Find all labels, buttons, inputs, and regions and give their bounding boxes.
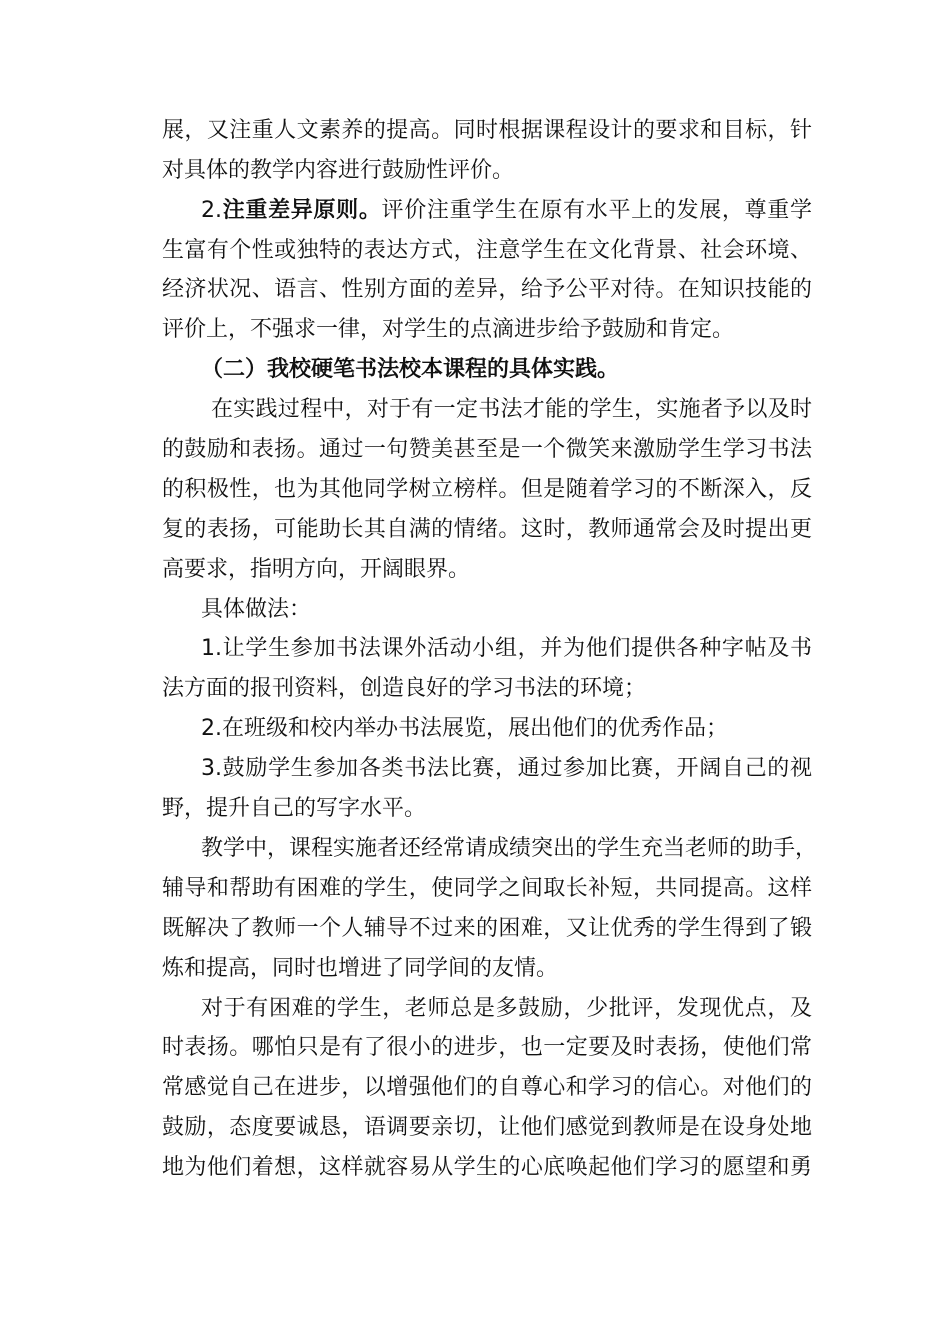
section-heading: （二）我校硬笔书法校本课程的具体实践。 <box>201 357 620 382</box>
principle-2-line <box>201 191 812 231</box>
paragraph-line: 教学中，课程实施者还经常请成绩突出的学生充当老师的助手， <box>201 836 818 861</box>
list-item-1-cont: 法方面的报刊资料，创造良好的学习书法的环境； <box>162 676 647 701</box>
paragraph-line: 对于有困难的学生，老师总是多鼓励，少批评，发现优点，及 <box>201 996 812 1021</box>
list-item-3: 3.鼓励学生参加各类书法比赛，通过参加比赛，开阔自己的视 <box>201 756 812 781</box>
paragraph-line: 复的表扬，可能助长其自满的情绪。这时，教师通常会及时提出更 <box>162 517 812 542</box>
principle-2-title: 注重差异原则。 <box>222 198 382 223</box>
paragraph-line: 评价上，不强求一律，对学生的点滴进步给予鼓励和肯定。 <box>162 317 735 342</box>
paragraph-line: 对具体的教学内容进行鼓励性评价。 <box>162 158 515 183</box>
paragraph-line: 辅导和帮助有困难的学生，使同学之间取长补短，共同提高。这样 <box>162 876 812 901</box>
paragraph-line: 常感觉自己在进步，以增强他们的自尊心和学习的信心。对他们的 <box>162 1075 812 1100</box>
paragraph-line: 的积极性，也为其他同学树立榜样。但是随着学习的不断深入，反 <box>162 477 812 502</box>
paragraph-line: 地为他们着想，这样就容易从学生的心底唤起他们学习的愿望和勇 <box>162 1155 812 1180</box>
paragraph-line: 在实践过程中，对于有一定书法才能的学生，实施者予以及时 <box>211 397 812 422</box>
paragraph-line: 鼓励，态度要诚恳，语调要亲切，让他们感觉到教师是在设身处地 <box>162 1115 812 1140</box>
list-item-2: 2.在班级和校内举办书法展览，展出他们的优秀作品； <box>201 716 728 741</box>
paragraph-line: 既解决了教师一个人辅导不过来的困难，又让优秀的学生得到了锻 <box>162 916 812 941</box>
list-item-3-cont: 野，提升自己的写字水平。 <box>162 796 427 821</box>
paragraph-line: 的鼓励和表扬。通过一句赞美甚至是一个微笑来激励学生学习书法 <box>162 437 812 462</box>
principle-2-text: 评价注重学生在原有水平上的发展，尊重学 <box>381 198 812 223</box>
paragraph-line: 炼和提高，同时也增进了同学间的友情。 <box>162 956 559 981</box>
paragraph-line: 时表扬。哪怕只是有了很小的进步，也一定要及时表扬，使他们常 <box>162 1035 812 1060</box>
paragraph-line: 经济状况、语言、性别方面的差异，给予公平对待。在知识技能的 <box>162 277 812 302</box>
paragraph-line: 高要求，指明方向，开阔眼界。 <box>162 557 471 582</box>
paragraph-line: 生富有个性或独特的表达方式，注意学生在文化背景、社会环境、 <box>162 238 812 263</box>
principle-2-number: 2. <box>201 198 222 223</box>
list-item-1: 1.让学生参加书法课外活动小组，并为他们提供各种字帖及书 <box>201 636 812 661</box>
method-heading: 具体做法： <box>201 597 312 622</box>
paragraph-line: 展，又注重人文素养的提高。同时根据课程设计的要求和目标，针 <box>162 118 812 143</box>
